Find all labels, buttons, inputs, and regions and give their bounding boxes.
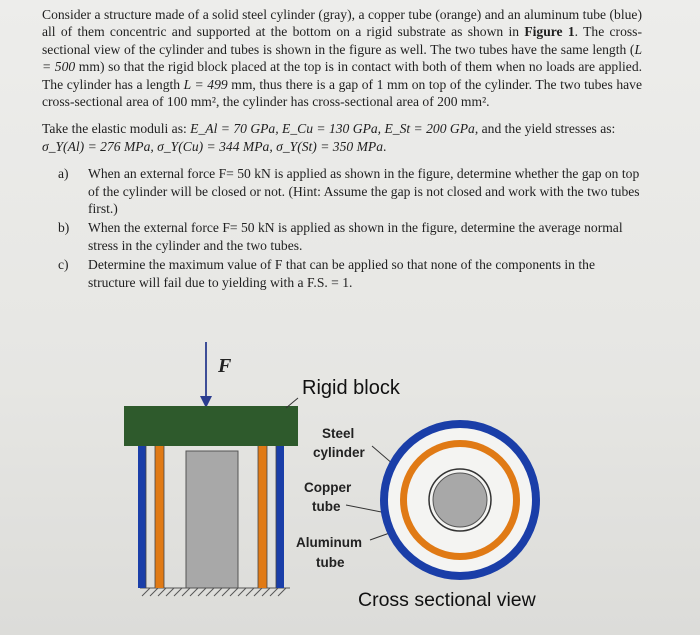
question-a: a) When an external force F= 50 kN is applied as shown in the figure, determine whether the gap on top of the cylinder will be closed or not. (Hint: Assume the gap is not closed and work with the two tubes first.) [58, 166, 640, 217]
steel-cylinder [186, 451, 238, 588]
force-label: F [218, 355, 232, 377]
steel-label-line2: cylinder [313, 445, 365, 460]
copper-tube-left-wall [155, 446, 164, 588]
rigid-block-label: Rigid block [302, 377, 400, 399]
figure-reference: Figure 1 [524, 24, 575, 40]
copper-tube-right-wall [258, 446, 267, 588]
aluminum-label-line1: Aluminum [296, 535, 362, 550]
aluminum-tube-left-wall [138, 446, 146, 588]
intro-paragraph: Consider a structure made of a solid steel cylinder (gray), a copper tube (orange) and an aluminum tube (blue) all of them concentric and supported at the bottom on a rigid substrate as shown in Figure 1. The cross-sectional view of the cylinder and tubes is shown in the figure as well. The two tubes have the same length (L = 500 mm) so that the rigid block placed at the top is in contact with both of them when no loads are applied. The cylinder has a length L = 499 mm, thus there is a gap of 1 mm on top of the cylinder. The two tubes have cross-sectional area of 100 mm², the cylinder has cross-sectional area of 200 mm². [42, 7, 643, 110]
rigid-substrate [140, 588, 290, 596]
aluminum-label-line2: tube [316, 555, 345, 570]
cross-section-label: Cross sectional view [358, 589, 536, 611]
moduli-paragraph: Take the elastic moduli as: E_Al = 70 GPa, E_Cu = 130 GPa, E_St = 200 GPa, and the yield stresses as: σ_Y(Al) = 276 MPa, σ_Y(Cu) = 344 MPa, σ_Y(St) = 350 MPa. [42, 121, 616, 154]
rigid-block [124, 406, 298, 446]
aluminum-tube-right-wall [276, 446, 284, 588]
question-c: c) Determine the maximum value of F that can be applied so that none of the components in the structure will fail due to yielding with a F.S. = 1. [58, 257, 595, 290]
copper-label-line2: tube [312, 499, 341, 514]
steel-label-line1: Steel [322, 426, 355, 441]
cross-section [380, 420, 540, 580]
question-b: b) When the external force F= 50 kN is applied as shown in the figure, determine the average normal stress in the cylinder and the two tubes. [58, 220, 623, 253]
copper-label-line1: Copper [304, 480, 352, 495]
steel-core [433, 473, 487, 527]
